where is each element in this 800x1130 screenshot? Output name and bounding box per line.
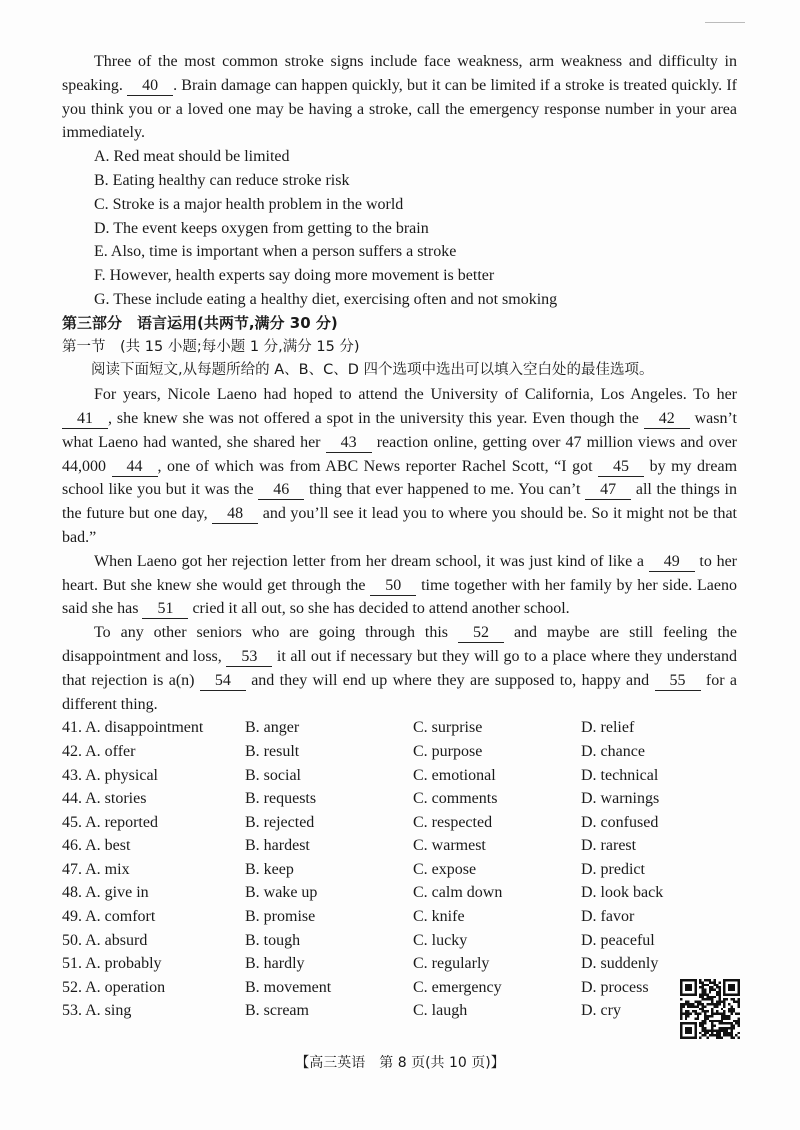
text-segment: and maybe are still feeling the disappointment and loss, — [62, 624, 737, 665]
text-segment: wasn’t what Laeno had wanted, she shared her — [62, 409, 737, 451]
question-row — [62, 740, 737, 764]
text-segment: all the things in the future but one day, — [62, 481, 737, 523]
document-body — [62, 50, 737, 1023]
blank-51: 51 — [142, 600, 188, 619]
text-segment: To any other seniors who are going through this — [94, 624, 458, 642]
choice-a: 51. A. probably — [62, 955, 162, 973]
page-footer: 【高三英语 第 8 页(共 10 页)】 — [295, 1055, 505, 1071]
choice-b: B. rejected — [245, 813, 315, 831]
choice-b: B. result — [245, 742, 300, 760]
choice-a: 50. A. absurd — [62, 931, 148, 949]
choice-b: B. scream — [245, 1002, 309, 1020]
choice-c: C. laugh — [413, 1002, 468, 1020]
blank-55: 55 — [655, 672, 701, 691]
blank-43: 43 — [326, 434, 372, 453]
choice-b: B. keep — [245, 860, 294, 878]
choice-b: B. social — [245, 766, 301, 784]
blank-47: 47 — [585, 481, 631, 500]
choice-a: 41. A. disappointment — [62, 719, 204, 737]
choice-d: D. relief — [581, 719, 635, 737]
question-row — [62, 787, 737, 811]
text-segment: to her heart. But she knew she would get through the — [62, 552, 737, 594]
choice-a: 49. A. comfort — [62, 908, 156, 926]
blank-52: 52 — [458, 624, 504, 643]
passage-paragraph — [62, 550, 737, 621]
passage-ending — [62, 50, 737, 145]
choice-a: 52. A. operation — [62, 978, 166, 996]
blank-48: 48 — [212, 505, 258, 524]
choice-b: B. promise — [245, 908, 316, 926]
choice-d: D. confused — [581, 813, 659, 831]
choice-d: D. peaceful — [581, 931, 655, 949]
choice-d: D. process — [581, 978, 649, 996]
choice-b: B. hardest — [245, 837, 310, 855]
text-segment: by my dream school like you but it was the — [62, 457, 738, 499]
choice-d: D. look back — [581, 884, 664, 902]
question-options — [62, 716, 737, 1023]
blank-54: 54 — [200, 672, 246, 691]
text-segment: it all out if necessary but they will go to a place where they understand that rejection is a(n) — [62, 647, 737, 689]
option-item: G. These include eating a healthy diet, exercising often and not smoking — [94, 290, 558, 308]
blank-42: 42 — [644, 410, 690, 429]
choice-b: B. tough — [245, 931, 301, 949]
choice-d: D. warnings — [581, 790, 660, 808]
question-row — [62, 881, 737, 905]
text-segment: reaction online, getting over 47 million views and over 44,000 — [62, 433, 737, 475]
choice-c: C. knife — [413, 908, 465, 926]
choice-c: C. lucky — [413, 931, 468, 949]
choice-a: 43. A. physical — [62, 766, 158, 784]
choice-d: D. predict — [581, 860, 645, 878]
text-segment: , one of which was from ABC News reporter Rachel Scott, “I got — [157, 457, 599, 475]
choice-c: C. regularly — [413, 955, 490, 973]
question-row — [62, 929, 737, 953]
text-segment: time together with her family by her side. Laeno said she has — [62, 576, 737, 618]
text-segment: For years, Nicole Laeno had hoped to attend the University of California, Los Angeles. To her — [94, 386, 737, 404]
option-item: F. However, health experts say doing more movement is better — [94, 267, 495, 285]
choice-d: D. suddenly — [581, 955, 659, 973]
choice-a: 48. A. give in — [62, 884, 149, 902]
choice-a: 42. A. offer — [62, 742, 136, 760]
choice-c: C. calm down — [413, 884, 503, 902]
text-segment: and they will end up where they are supposed to, happy and — [245, 671, 655, 689]
choice-c: C. emergency — [413, 978, 502, 996]
text-segment: cried it all out, so she has decided to attend another school. — [188, 600, 570, 618]
text-segment: thing that ever happened to me. You can’t — [304, 481, 586, 499]
question-row — [62, 764, 737, 788]
cloze-passage — [62, 383, 737, 716]
passage-paragraph — [62, 621, 737, 716]
choice-b: B. hardly — [245, 955, 305, 973]
subsection-title: 第一节 (共 15 小题;每小题 1 分,满分 15 分) — [62, 338, 360, 355]
question-row — [62, 834, 737, 858]
choice-d: D. cry — [581, 1002, 621, 1020]
choice-a: 53. A. sing — [62, 1002, 132, 1020]
seven-choice-options — [62, 145, 737, 312]
choice-d: D. rarest — [581, 837, 637, 855]
choice-c: C. warmest — [413, 837, 486, 855]
passage-paragraph — [62, 383, 737, 550]
choice-b: B. wake up — [245, 884, 318, 902]
question-row — [62, 716, 737, 740]
option-item: D. The event keeps oxygen from getting to the brain — [94, 219, 429, 237]
choice-a: 46. A. best — [62, 837, 131, 855]
question-row — [62, 952, 737, 976]
choice-a: 44. A. stories — [62, 790, 147, 808]
blank-40: 40 — [127, 77, 173, 96]
instructions: 阅读下面短文,从每题所给的 A、B、C、D 四个选项中选出可以填入空白处的最佳选项。 — [91, 362, 654, 379]
text-segment: and you’ll see it lead you to where you should be. So it might not be that bad.” — [62, 505, 737, 546]
question-row — [62, 858, 737, 882]
option-item: A. Red meat should be limited — [94, 148, 290, 166]
text-segment: , she knew she was not offered a spot in the university this year. Even though the — [108, 409, 644, 427]
text-segment: When Laeno got her rejection letter from her dream school, it was just kind of like a — [94, 552, 649, 570]
blank-46: 46 — [258, 481, 304, 500]
question-row — [62, 811, 737, 835]
choice-c: C. expose — [413, 860, 477, 878]
blank-53: 53 — [226, 648, 272, 667]
choice-d: D. chance — [581, 742, 645, 760]
text-segment: Three of the most common stroke signs include face weakness, arm weakness and difficulty in speaking. — [62, 53, 737, 94]
blank-49: 49 — [649, 553, 695, 572]
text-segment: for a different thing. — [62, 671, 737, 713]
section-title: 第三部分 语言运用(共两节,满分 30 分) — [62, 313, 338, 332]
text-segment: . Brain damage can happen quickly, but it can be limited if a stroke is treated quickly. If you think you or a loved one may be having a stroke, call the emergency response number in your area immediately. — [62, 76, 738, 142]
option-item: E. Also, time is important when a person suffers a stroke — [94, 243, 457, 261]
blank-45: 45 — [598, 458, 644, 477]
choice-c: C. comments — [413, 790, 498, 808]
choice-c: C. emotional — [413, 766, 496, 784]
option-item: B. Eating healthy can reduce stroke risk — [94, 171, 350, 189]
choice-d: D. technical — [581, 766, 659, 784]
choice-c: C. respected — [413, 813, 493, 831]
choice-b: B. anger — [245, 719, 300, 737]
choice-b: B. requests — [245, 790, 317, 808]
blank-50: 50 — [370, 577, 416, 596]
blank-44: 44 — [112, 458, 158, 477]
scan-mark — [705, 22, 745, 23]
question-row — [62, 905, 737, 929]
choice-d: D. favor — [581, 908, 635, 926]
choice-c: C. purpose — [413, 742, 483, 760]
choice-c: C. surprise — [413, 719, 483, 737]
question-row — [62, 999, 737, 1023]
option-item: C. Stroke is a major health problem in the world — [94, 195, 404, 213]
question-row — [62, 976, 737, 1000]
choice-b: B. movement — [245, 978, 332, 996]
qr-code — [680, 978, 740, 1040]
choice-a: 45. A. reported — [62, 813, 158, 831]
blank-41: 41 — [62, 410, 108, 429]
choice-a: 47. A. mix — [62, 860, 130, 878]
